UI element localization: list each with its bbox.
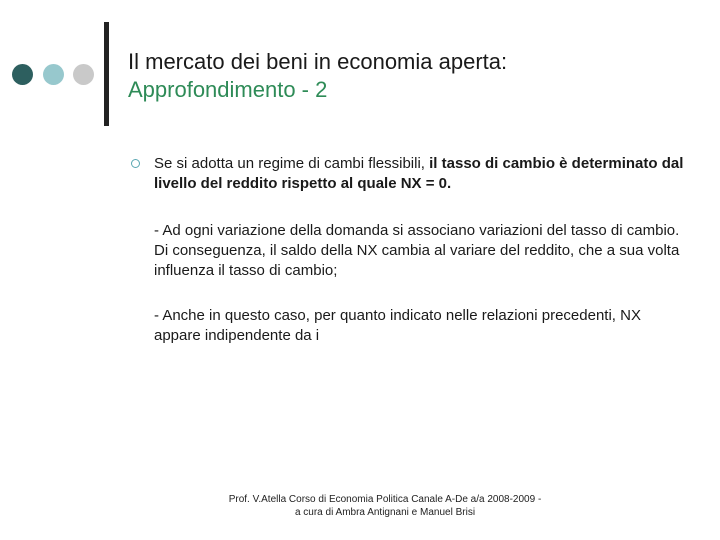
hollow-circle-bullet-icon xyxy=(131,159,140,168)
light-teal-dot-icon xyxy=(43,64,64,85)
paragraph-independence: - Anche in questo caso, per quanto indicato nelle relazioni precedenti, NX appare indipendente da i xyxy=(154,307,641,344)
footer-line-authors: a cura di Ambra Antignani e Manuel Brisi xyxy=(294,507,476,518)
title-subtitle: Approfondimento - 2 xyxy=(128,77,328,102)
dark-teal-dot-icon xyxy=(12,64,33,85)
paragraph-variation: - Ad ogni variazione della domanda si associano variazioni del tasso di cambio. Di conseguenza, il saldo della NX cambia al variare del reddito, che a sua volta influenza il tasso di cambio; xyxy=(154,222,680,279)
bullet-text-normal: Se si adotta un regime di cambi flessibili, xyxy=(154,155,430,172)
decorative-dots xyxy=(12,64,96,86)
title-main: Il mercato dei beni in economia aperta: xyxy=(128,49,508,74)
footer-line-course: Prof. V.Atella Corso di Economia Politica Canale A-De a/a 2008-2009 - xyxy=(228,494,542,505)
grey-dot-icon xyxy=(73,64,94,85)
bullet-text-bold: il tasso di cambio è determinato dal livello del reddito rispetto al quale NX = 0. xyxy=(154,155,684,192)
title-divider-bar xyxy=(104,22,109,126)
slide-title xyxy=(128,48,688,104)
slide-footer xyxy=(200,493,570,519)
bullet-paragraph xyxy=(154,154,684,194)
